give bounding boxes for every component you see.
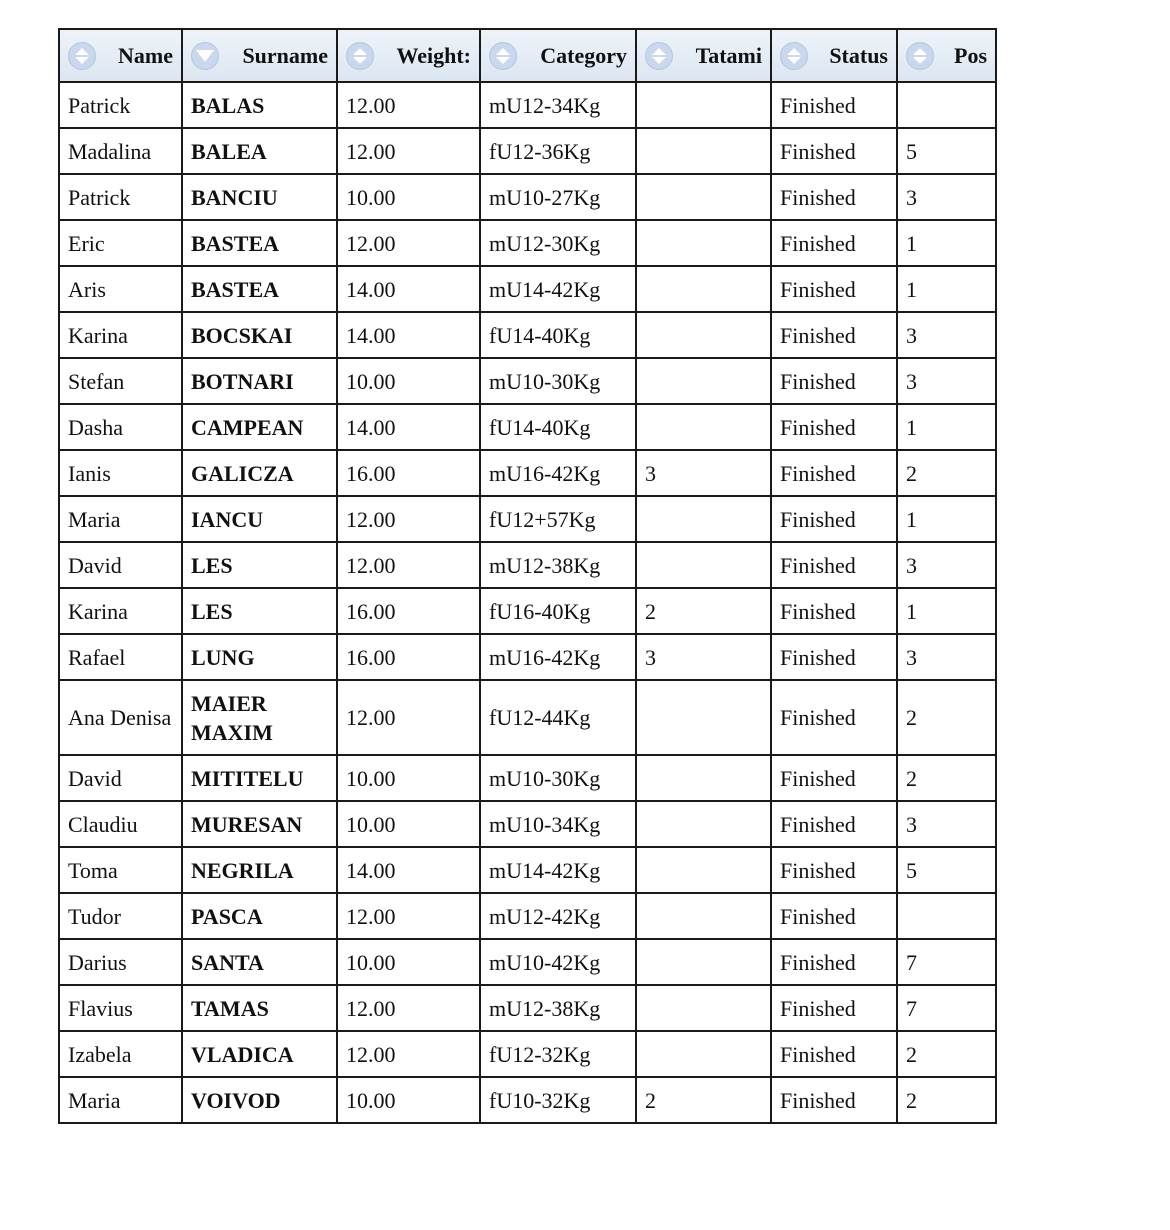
cell-category: fU16-40Kg xyxy=(480,588,636,634)
cell-surname: TAMAS xyxy=(182,985,337,1031)
cell-pos: 7 xyxy=(897,985,996,1031)
cell-weight: 12.00 xyxy=(337,82,480,128)
cell-category: mU10-34Kg xyxy=(480,801,636,847)
cell-surname: MURESAN xyxy=(182,801,337,847)
cell-category: mU10-30Kg xyxy=(480,358,636,404)
column-header-tatami[interactable] xyxy=(636,29,771,82)
cell-category: fU14-40Kg xyxy=(480,404,636,450)
cell-status: Finished xyxy=(771,174,897,220)
column-header-content xyxy=(68,42,173,70)
cell-name: Darius xyxy=(59,939,182,985)
cell-status: Finished xyxy=(771,1077,897,1123)
cell-surname: BASTEA xyxy=(182,220,337,266)
cell-status: Finished xyxy=(771,985,897,1031)
cell-pos: 1 xyxy=(897,588,996,634)
table-row xyxy=(59,450,996,496)
cell-surname: NEGRILA xyxy=(182,847,337,893)
cell-category: mU14-42Kg xyxy=(480,266,636,312)
table-row xyxy=(59,1031,996,1077)
cell-status: Finished xyxy=(771,939,897,985)
column-header-content xyxy=(191,42,328,70)
table-row xyxy=(59,893,996,939)
cell-category: fU12-44Kg xyxy=(480,680,636,755)
column-header-content xyxy=(645,42,762,70)
column-header-name[interactable] xyxy=(59,29,182,82)
cell-status: Finished xyxy=(771,496,897,542)
cell-weight: 12.00 xyxy=(337,680,480,755)
cell-weight: 12.00 xyxy=(337,496,480,542)
cell-weight: 16.00 xyxy=(337,588,480,634)
cell-pos: 3 xyxy=(897,634,996,680)
table-header xyxy=(59,29,996,82)
cell-pos: 2 xyxy=(897,680,996,755)
cell-category: mU12-34Kg xyxy=(480,82,636,128)
cell-name: Patrick xyxy=(59,82,182,128)
cell-status: Finished xyxy=(771,312,897,358)
cell-tatami xyxy=(636,82,771,128)
cell-pos: 3 xyxy=(897,542,996,588)
sort-both-icon[interactable] xyxy=(68,42,96,70)
column-header-label: Pos xyxy=(954,42,987,68)
column-header-content xyxy=(489,42,627,70)
table-body xyxy=(59,82,996,1123)
cell-name: Madalina xyxy=(59,128,182,174)
cell-category: fU14-40Kg xyxy=(480,312,636,358)
column-header-label: Surname xyxy=(242,42,328,68)
cell-name: Eric xyxy=(59,220,182,266)
cell-weight: 16.00 xyxy=(337,450,480,496)
table-row xyxy=(59,128,996,174)
cell-pos: 3 xyxy=(897,801,996,847)
cell-weight: 10.00 xyxy=(337,801,480,847)
cell-status: Finished xyxy=(771,755,897,801)
table-row xyxy=(59,404,996,450)
column-header-label: Name xyxy=(118,42,173,68)
sort-both-icon[interactable] xyxy=(906,42,934,70)
cell-pos: 1 xyxy=(897,404,996,450)
table-row xyxy=(59,801,996,847)
cell-pos: 3 xyxy=(897,174,996,220)
table-row xyxy=(59,266,996,312)
column-header-label: Status xyxy=(829,42,888,68)
column-header-label: Tatami xyxy=(695,42,762,68)
column-header-content xyxy=(906,42,987,70)
table-row xyxy=(59,588,996,634)
cell-category: mU12-42Kg xyxy=(480,893,636,939)
column-header-label: Category xyxy=(540,42,627,68)
cell-tatami xyxy=(636,801,771,847)
cell-tatami xyxy=(636,893,771,939)
cell-status: Finished xyxy=(771,266,897,312)
cell-surname: IANCU xyxy=(182,496,337,542)
cell-tatami xyxy=(636,985,771,1031)
cell-category: fU10-32Kg xyxy=(480,1077,636,1123)
cell-weight: 14.00 xyxy=(337,404,480,450)
cell-weight: 10.00 xyxy=(337,174,480,220)
cell-weight: 12.00 xyxy=(337,893,480,939)
cell-pos: 7 xyxy=(897,939,996,985)
cell-tatami xyxy=(636,496,771,542)
cell-pos xyxy=(897,893,996,939)
cell-weight: 14.00 xyxy=(337,312,480,358)
column-header-weight[interactable] xyxy=(337,29,480,82)
cell-pos: 1 xyxy=(897,220,996,266)
cell-name: Ianis xyxy=(59,450,182,496)
cell-weight: 12.00 xyxy=(337,220,480,266)
sort-desc-icon[interactable] xyxy=(191,42,219,70)
cell-status: Finished xyxy=(771,801,897,847)
cell-tatami: 2 xyxy=(636,588,771,634)
cell-surname: BOCSKAI xyxy=(182,312,337,358)
cell-name: Tudor xyxy=(59,893,182,939)
cell-category: fU12+57Kg xyxy=(480,496,636,542)
cell-name: Patrick xyxy=(59,174,182,220)
cell-tatami: 3 xyxy=(636,450,771,496)
cell-tatami xyxy=(636,312,771,358)
cell-surname: BALAS xyxy=(182,82,337,128)
cell-pos: 2 xyxy=(897,755,996,801)
table-row xyxy=(59,755,996,801)
table-row xyxy=(59,634,996,680)
cell-surname: VOIVOD xyxy=(182,1077,337,1123)
results-table xyxy=(58,28,997,1124)
cell-category: mU10-42Kg xyxy=(480,939,636,985)
cell-status: Finished xyxy=(771,220,897,266)
sort-both-icon[interactable] xyxy=(780,42,808,70)
cell-tatami xyxy=(636,128,771,174)
cell-tatami xyxy=(636,680,771,755)
cell-status: Finished xyxy=(771,542,897,588)
cell-surname: BANCIU xyxy=(182,174,337,220)
cell-weight: 14.00 xyxy=(337,266,480,312)
cell-name: Maria xyxy=(59,1077,182,1123)
cell-status: Finished xyxy=(771,358,897,404)
table-row xyxy=(59,496,996,542)
table-row xyxy=(59,220,996,266)
cell-pos: 3 xyxy=(897,312,996,358)
cell-surname: LUNG xyxy=(182,634,337,680)
cell-tatami xyxy=(636,220,771,266)
cell-tatami xyxy=(636,404,771,450)
cell-name: Stefan xyxy=(59,358,182,404)
column-header-category[interactable] xyxy=(480,29,636,82)
cell-pos: 1 xyxy=(897,496,996,542)
column-header-content xyxy=(346,42,471,70)
cell-name: Karina xyxy=(59,312,182,358)
cell-surname: LES xyxy=(182,542,337,588)
cell-name: Izabela xyxy=(59,1031,182,1077)
cell-tatami xyxy=(636,542,771,588)
cell-weight: 10.00 xyxy=(337,939,480,985)
sort-both-icon[interactable] xyxy=(645,42,673,70)
cell-surname: LES xyxy=(182,588,337,634)
table-row xyxy=(59,680,996,755)
cell-status: Finished xyxy=(771,128,897,174)
cell-tatami xyxy=(636,174,771,220)
cell-name: Ana Denisa xyxy=(59,680,182,755)
cell-status: Finished xyxy=(771,893,897,939)
cell-weight: 16.00 xyxy=(337,634,480,680)
cell-category: mU12-38Kg xyxy=(480,985,636,1031)
cell-status: Finished xyxy=(771,588,897,634)
cell-weight: 10.00 xyxy=(337,358,480,404)
cell-surname: PASCA xyxy=(182,893,337,939)
cell-weight: 12.00 xyxy=(337,985,480,1031)
cell-surname: GALICZA xyxy=(182,450,337,496)
cell-status: Finished xyxy=(771,847,897,893)
cell-surname: MAIER MAXIM xyxy=(182,680,337,755)
cell-status: Finished xyxy=(771,450,897,496)
cell-status: Finished xyxy=(771,404,897,450)
cell-surname: MITITELU xyxy=(182,755,337,801)
cell-tatami xyxy=(636,358,771,404)
cell-name: Claudiu xyxy=(59,801,182,847)
cell-pos: 2 xyxy=(897,450,996,496)
cell-category: fU12-36Kg xyxy=(480,128,636,174)
column-header-surname[interactable] xyxy=(182,29,337,82)
cell-pos: 2 xyxy=(897,1031,996,1077)
cell-weight: 10.00 xyxy=(337,755,480,801)
cell-surname: VLADICA xyxy=(182,1031,337,1077)
cell-surname: BOTNARI xyxy=(182,358,337,404)
cell-pos: 5 xyxy=(897,128,996,174)
cell-weight: 12.00 xyxy=(337,128,480,174)
cell-tatami xyxy=(636,755,771,801)
cell-pos: 5 xyxy=(897,847,996,893)
cell-tatami xyxy=(636,939,771,985)
table-row xyxy=(59,82,996,128)
cell-category: mU14-42Kg xyxy=(480,847,636,893)
cell-category: mU10-27Kg xyxy=(480,174,636,220)
cell-tatami xyxy=(636,266,771,312)
cell-pos: 1 xyxy=(897,266,996,312)
cell-name: Karina xyxy=(59,588,182,634)
cell-tatami xyxy=(636,1031,771,1077)
cell-category: mU16-42Kg xyxy=(480,634,636,680)
cell-name: Aris xyxy=(59,266,182,312)
cell-name: Toma xyxy=(59,847,182,893)
column-header-status[interactable] xyxy=(771,29,897,82)
cell-status: Finished xyxy=(771,1031,897,1077)
cell-pos: 2 xyxy=(897,1077,996,1123)
cell-tatami: 3 xyxy=(636,634,771,680)
cell-pos xyxy=(897,82,996,128)
cell-name: David xyxy=(59,755,182,801)
cell-surname: CAMPEAN xyxy=(182,404,337,450)
table-row xyxy=(59,1077,996,1123)
cell-category: mU10-30Kg xyxy=(480,755,636,801)
table-row xyxy=(59,939,996,985)
cell-name: David xyxy=(59,542,182,588)
sort-both-icon[interactable] xyxy=(489,42,517,70)
cell-name: Rafael xyxy=(59,634,182,680)
cell-surname: BALEA xyxy=(182,128,337,174)
cell-name: Flavius xyxy=(59,985,182,1031)
cell-category: mU12-30Kg xyxy=(480,220,636,266)
cell-surname: SANTA xyxy=(182,939,337,985)
table-row xyxy=(59,358,996,404)
column-header-pos[interactable] xyxy=(897,29,996,82)
cell-status: Finished xyxy=(771,680,897,755)
cell-pos: 3 xyxy=(897,358,996,404)
cell-weight: 10.00 xyxy=(337,1077,480,1123)
table-row xyxy=(59,542,996,588)
cell-tatami: 2 xyxy=(636,1077,771,1123)
cell-tatami xyxy=(636,847,771,893)
column-header-label: Weight: xyxy=(396,42,471,68)
cell-name: Maria xyxy=(59,496,182,542)
cell-weight: 14.00 xyxy=(337,847,480,893)
header-row xyxy=(59,29,996,82)
table-row xyxy=(59,985,996,1031)
cell-category: mU16-42Kg xyxy=(480,450,636,496)
cell-status: Finished xyxy=(771,634,897,680)
cell-surname: BASTEA xyxy=(182,266,337,312)
sort-both-icon[interactable] xyxy=(346,42,374,70)
table-row xyxy=(59,174,996,220)
cell-weight: 12.00 xyxy=(337,542,480,588)
column-header-content xyxy=(780,42,888,70)
cell-weight: 12.00 xyxy=(337,1031,480,1077)
cell-name: Dasha xyxy=(59,404,182,450)
cell-status: Finished xyxy=(771,82,897,128)
table-row xyxy=(59,847,996,893)
table-row xyxy=(59,312,996,358)
cell-category: fU12-32Kg xyxy=(480,1031,636,1077)
cell-category: mU12-38Kg xyxy=(480,542,636,588)
